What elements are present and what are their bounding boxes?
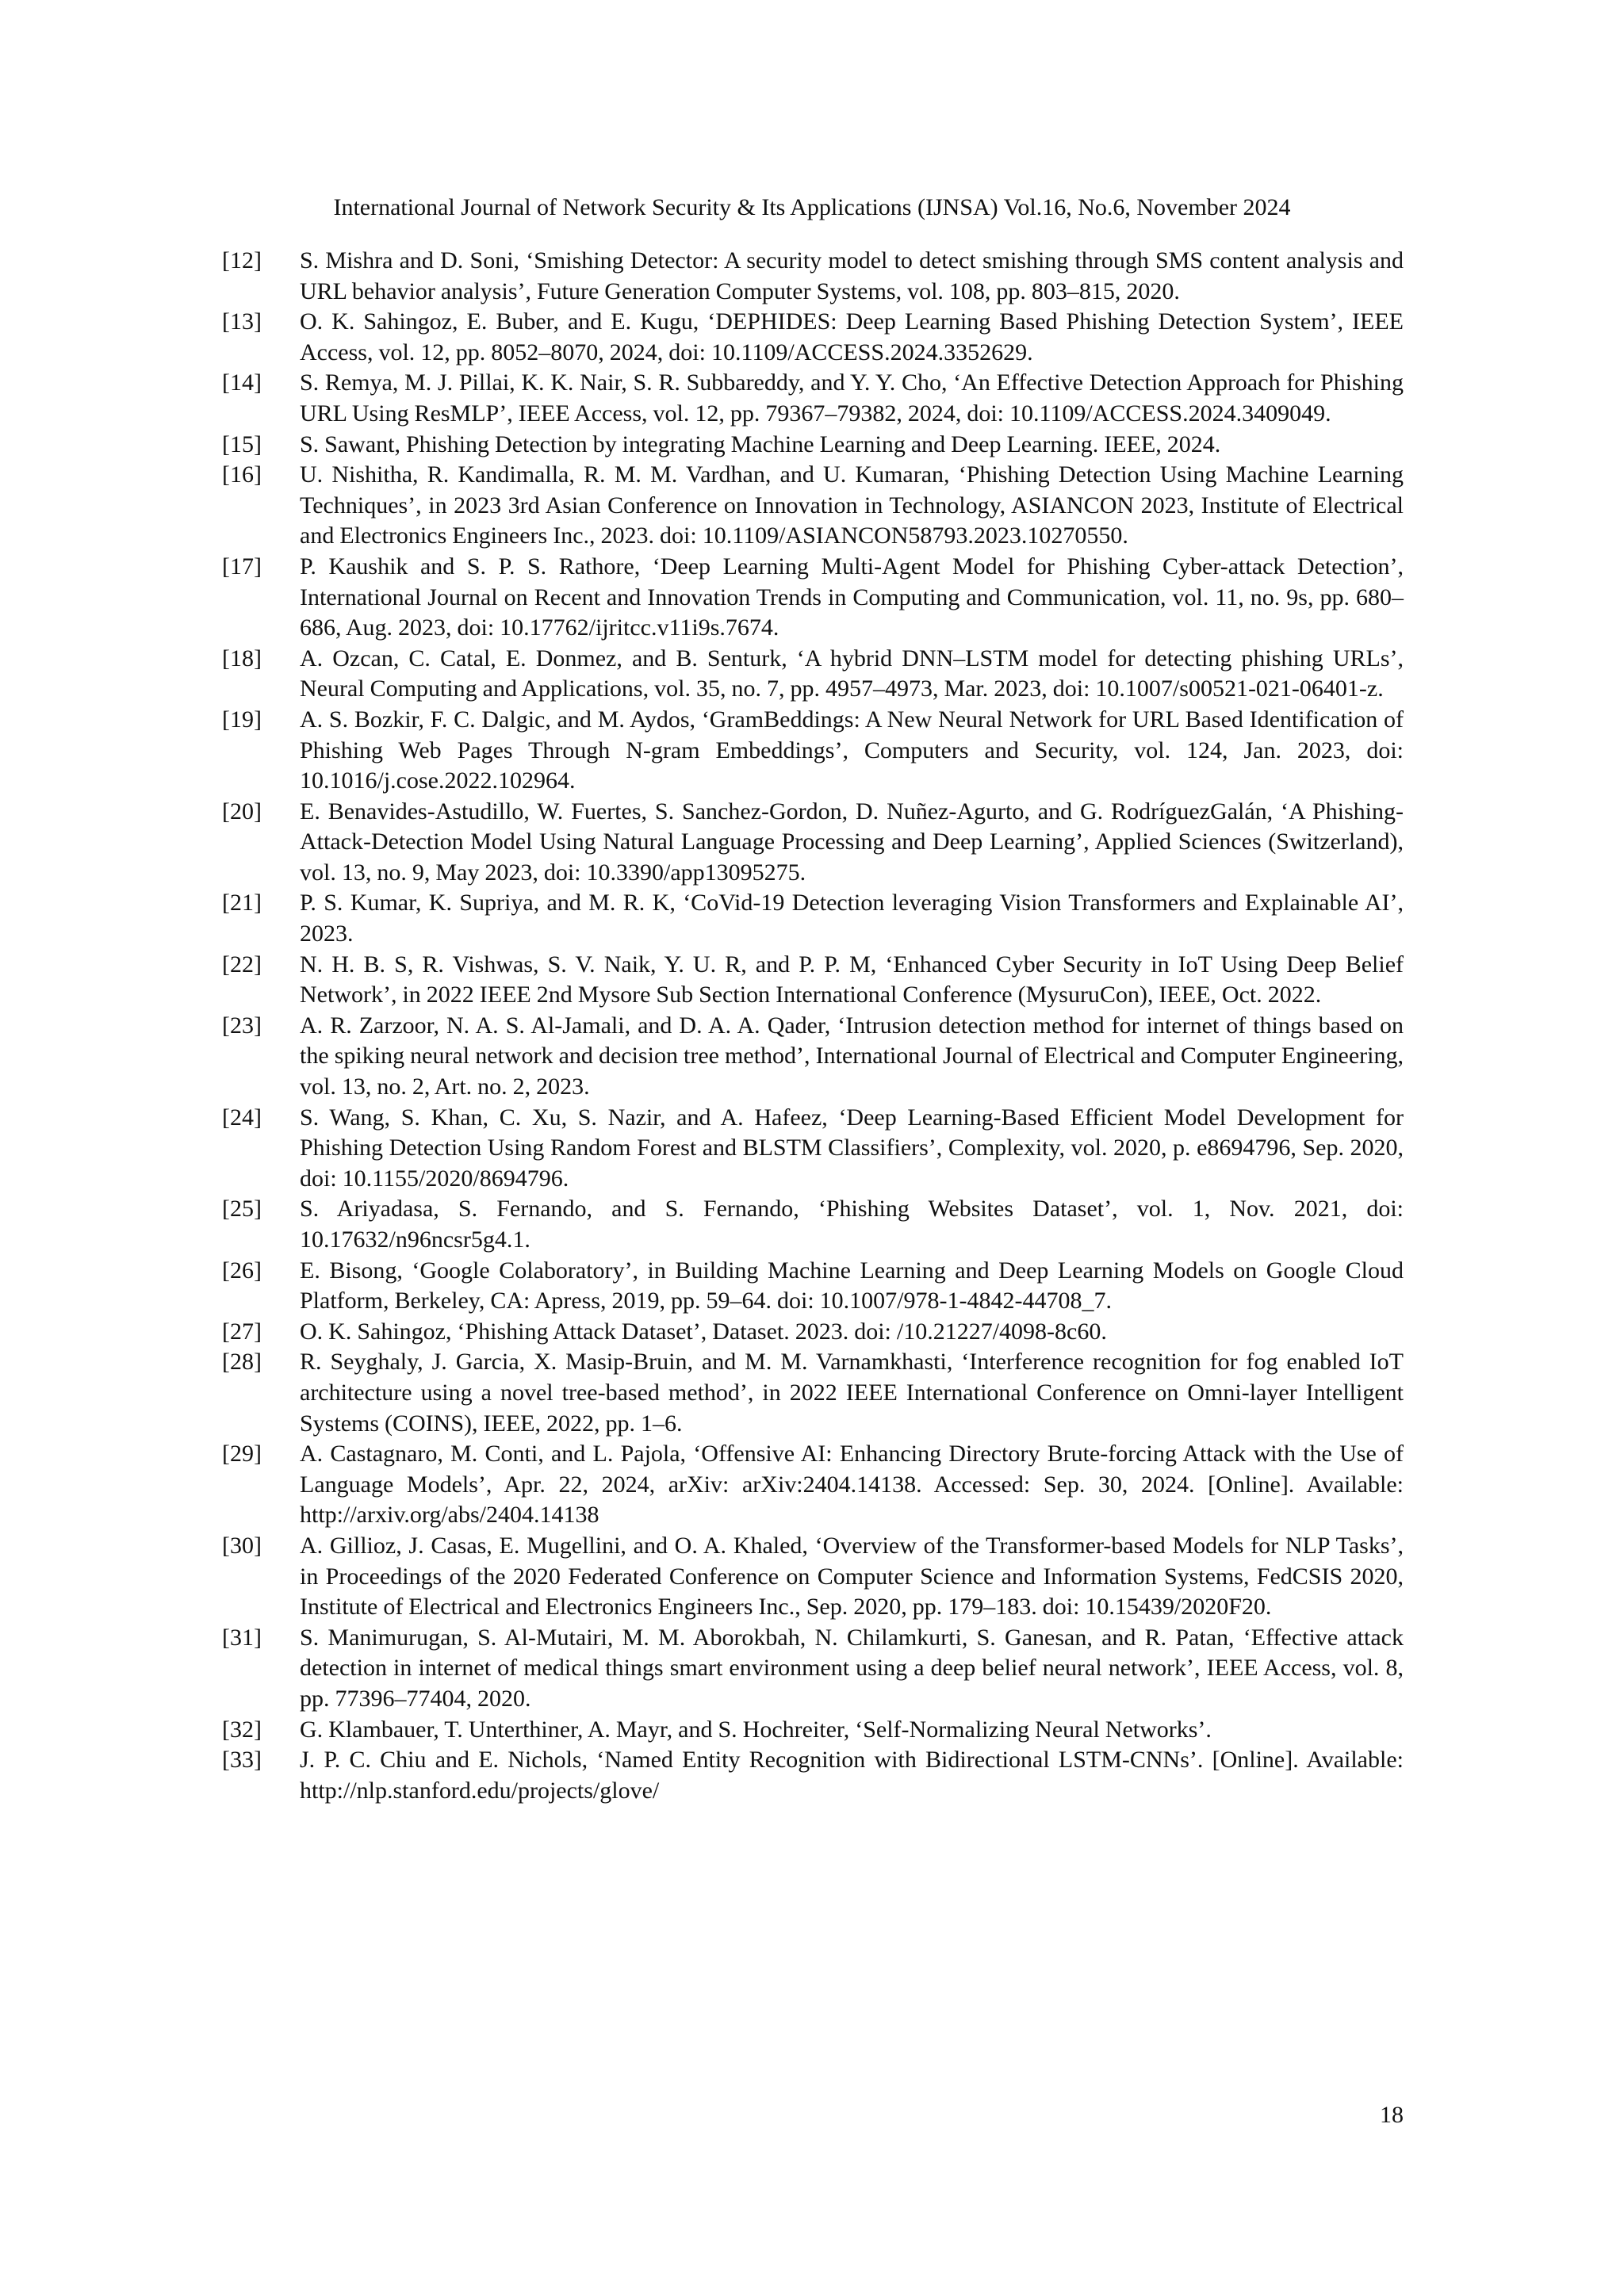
reference-item: [222, 1439, 1404, 1531]
reference-item: [222, 1103, 1404, 1195]
reference-text: S. Remya, M. J. Pillai, K. K. Nair, S. R. Subbareddy, and Y. Y. Cho, ‘An Effective Detection Approach for Phishing URL Using ResMLP’, IEEE Access, vol. 12, pp. 79367–79382, 2024, doi: 10.1109/ACCESS.2024.3409049.: [300, 369, 1404, 427]
reference-number: [21]: [222, 890, 262, 916]
reference-text: J. P. C. Chiu and E. Nichols, ‘Named Entity Recognition with Bidirectional LSTM-CNNs’. [Online]. Available: http://nlp.stanford.edu/projects/glove/: [300, 1747, 1404, 1804]
reference-number: [16]: [222, 461, 262, 488]
reference-list: [222, 246, 1404, 1806]
reference-number: [31]: [222, 1624, 262, 1651]
reference-text: N. H. B. S, R. Vishwas, S. V. Naik, Y. U. R, and P. P. M, ‘Enhanced Cyber Security in IoT Using Deep Belief Network’, in 2022 IEEE 2nd Mysore Sub Section International Conference (MysuruCon), IEEE, Oct. 2022.: [300, 951, 1404, 1008]
reference-text: S. Sawant, Phishing Detection by integrating Machine Learning and Deep Learning. IEEE, 2024.: [300, 430, 1221, 457]
reference-text: S. Ariyadasa, S. Fernando, and S. Fernando, ‘Phishing Websites Dataset’, vol. 1, Nov. 2021, doi: 10.17632/n96ncsr5g4.1.: [300, 1196, 1404, 1253]
reference-text: A. R. Zarzoor, N. A. S. Al-Jamali, and D. A. A. Qader, ‘Intrusion detection method for internet of things based on the spiking neural network and decision tree method’, International Journal of Electrical and Computer Engineering, vol. 13, no. 2, Art. no. 2, 2023.: [300, 1012, 1404, 1100]
reference-text: U. Nishitha, R. Kandimalla, R. M. M. Vardhan, and U. Kumaran, ‘Phishing Detection Using Machine Learning Techniques’, in 2023 3rd Asian Conference on Innovation in Technology, ASIANCON 2023, Institute of Electrical and Electronics Engineers Inc., 2023. doi: 10.1109/ASIANCON58793.2023.10270550.: [300, 461, 1404, 549]
reference-number: [17]: [222, 553, 262, 580]
reference-number: [12]: [222, 247, 262, 274]
reference-item: [222, 430, 1404, 461]
reference-text: A. S. Bozkir, F. C. Dalgic, and M. Aydos, ‘GramBeddings: A New Neural Network for URL Based Identification of Phishing Web Pages Through N-gram Embeddings’, Computers and Security, vol. 124, Jan. 2023, doi: 10.1016/j.cose.2022.102964.: [300, 706, 1404, 794]
reference-text: G. Klambauer, T. Unterthiner, A. Mayr, and S. Hochreiter, ‘Self-Normalizing Neural Networks’.: [300, 1716, 1212, 1743]
reference-text: R. Seyghaly, J. Garcia, X. Masip-Bruin, and M. M. Varnamkhasti, ‘Interference recognition for fog enabled IoT architecture using a novel tree-based method’, in 2022 IEEE International Conference on Omni-layer Intelligent Systems (COINS), IEEE, 2022, pp. 1–6.: [300, 1349, 1404, 1437]
reference-text: P. Kaushik and S. P. S. Rathore, ‘Deep Learning Multi-Agent Model for Phishing Cyber-attack Detection’, International Journal on Recent and Innovation Trends in Computing and Communication, vol. 11, no. 9s, pp. 680–686, Aug. 2023, doi: 10.17762/ijritcc.v11i9s.7674.: [300, 553, 1404, 641]
reference-item: [222, 1715, 1404, 1746]
reference-item: [222, 1317, 1404, 1348]
reference-item: [222, 950, 1404, 1011]
reference-text: O. K. Sahingoz, ‘Phishing Attack Dataset’, Dataset. 2023. doi: /10.21227/4098-8c60.: [300, 1318, 1107, 1345]
reference-number: [30]: [222, 1532, 262, 1559]
reference-item: [222, 644, 1404, 705]
reference-number: [29]: [222, 1441, 262, 1468]
reference-text: A. Gillioz, J. Casas, E. Mugellini, and O. A. Khaled, ‘Overview of the Transformer-based Models for NLP Tasks’, in Proceedings of the 2020 Federated Conference on Computer Science and Information Systems, FedCSIS 2020, Institute of Electrical and Electronics Engineers Inc., Sep. 2020, pp. 179–183. doi: 10.15439/2020F20.: [300, 1532, 1404, 1621]
reference-item: [222, 1531, 1404, 1623]
reference-item: [222, 246, 1404, 307]
reference-text: P. S. Kumar, K. Supriya, and M. R. K, ‘CoVid-19 Detection leveraging Vision Transformers and Explainable AI’, 2023.: [300, 890, 1404, 947]
reference-number: [15]: [222, 430, 262, 457]
reference-number: [23]: [222, 1012, 262, 1039]
reference-item: [222, 705, 1404, 797]
reference-item: [222, 368, 1404, 429]
reference-number: [18]: [222, 645, 262, 672]
reference-item: [222, 797, 1404, 889]
reference-number: [22]: [222, 951, 262, 978]
reference-number: [25]: [222, 1196, 262, 1223]
reference-item: [222, 307, 1404, 368]
reference-text: E. Bisong, ‘Google Colaboratory’, in Building Machine Learning and Deep Learning Models on Google Cloud Platform, Berkeley, CA: Apress, 2019, pp. 59–64. doi: 10.1007/978-1-4842-44708_7.: [300, 1257, 1404, 1314]
reference-number: [19]: [222, 706, 262, 733]
reference-item: [222, 1623, 1404, 1715]
reference-item: [222, 1347, 1404, 1439]
reference-number: [26]: [222, 1257, 262, 1284]
reference-number: [27]: [222, 1318, 262, 1345]
reference-text: A. Ozcan, C. Catal, E. Donmez, and B. Senturk, ‘A hybrid DNN–LSTM model for detecting phishing URLs’, Neural Computing and Applications, vol. 35, no. 7, pp. 4957–4973, Mar. 2023, doi: 10.1007/s00521-021-06401-z.: [300, 645, 1404, 702]
reference-text: S. Mishra and D. Soni, ‘Smishing Detector: A security model to detect smishing through SMS content analysis and URL behavior analysis’, Future Generation Computer Systems, vol. 108, pp. 803–815, 2020.: [300, 247, 1404, 304]
reference-text: A. Castagnaro, M. Conti, and L. Pajola, ‘Offensive AI: Enhancing Directory Brute-forcing Attack with the Use of Language Models’, Apr. 22, 2024, arXiv: arXiv:2404.14138. Accessed: Sep. 30, 2024. [Online]. Available: http://arxiv.org/abs/2404.14138: [300, 1441, 1404, 1529]
reference-number: [14]: [222, 369, 262, 396]
reference-item: [222, 888, 1404, 949]
reference-item: [222, 552, 1404, 644]
reference-number: [20]: [222, 798, 262, 825]
reference-number: [13]: [222, 308, 262, 335]
reference-item: [222, 1745, 1404, 1806]
reference-text: S. Wang, S. Khan, C. Xu, S. Nazir, and A. Hafeez, ‘Deep Learning-Based Efficient Model Development for Phishing Detection Using Random Forest and BLSTM Classifiers’, Complexity, vol. 2020, p. e8694796, Sep. 2020, doi: 10.1155/2020/8694796.: [300, 1104, 1404, 1192]
reference-item: [222, 460, 1404, 552]
reference-text: O. K. Sahingoz, E. Buber, and E. Kugu, ‘DEPHIDES: Deep Learning Based Phishing Detection System’, IEEE Access, vol. 12, pp. 8052–8070, 2024, doi: 10.1109/ACCESS.2024.3352629.: [300, 308, 1404, 365]
reference-number: [33]: [222, 1747, 262, 1774]
reference-item: [222, 1011, 1404, 1103]
reference-item: [222, 1194, 1404, 1255]
reference-number: [24]: [222, 1104, 262, 1131]
reference-number: [32]: [222, 1716, 262, 1743]
reference-text: S. Manimurugan, S. Al-Mutairi, M. M. Aborokbah, N. Chilamkurti, S. Ganesan, and R. Patan, ‘Effective attack detection in internet of medical things smart environment using a deep belief neural network’, IEEE Access, vol. 8, pp. 77396–77404, 2020.: [300, 1624, 1404, 1712]
journal-running-header: International Journal of Network Security & Its Applications (IJNSA) Vol.16, No.6, November 2024: [333, 194, 1291, 220]
reference-text: E. Benavides-Astudillo, W. Fuertes, S. Sanchez-Gordon, D. Nuñez-Agurto, and G. RodríguezGalán, ‘A Phishing-Attack-Detection Model Using Natural Language Processing and Deep Learning’, Applied Sciences (Switzerland), vol. 13, no. 9, May 2023, doi: 10.3390/app13095275.: [300, 798, 1404, 886]
reference-item: [222, 1256, 1404, 1317]
page-number: 18: [1380, 2102, 1404, 2128]
reference-number: [28]: [222, 1349, 262, 1376]
